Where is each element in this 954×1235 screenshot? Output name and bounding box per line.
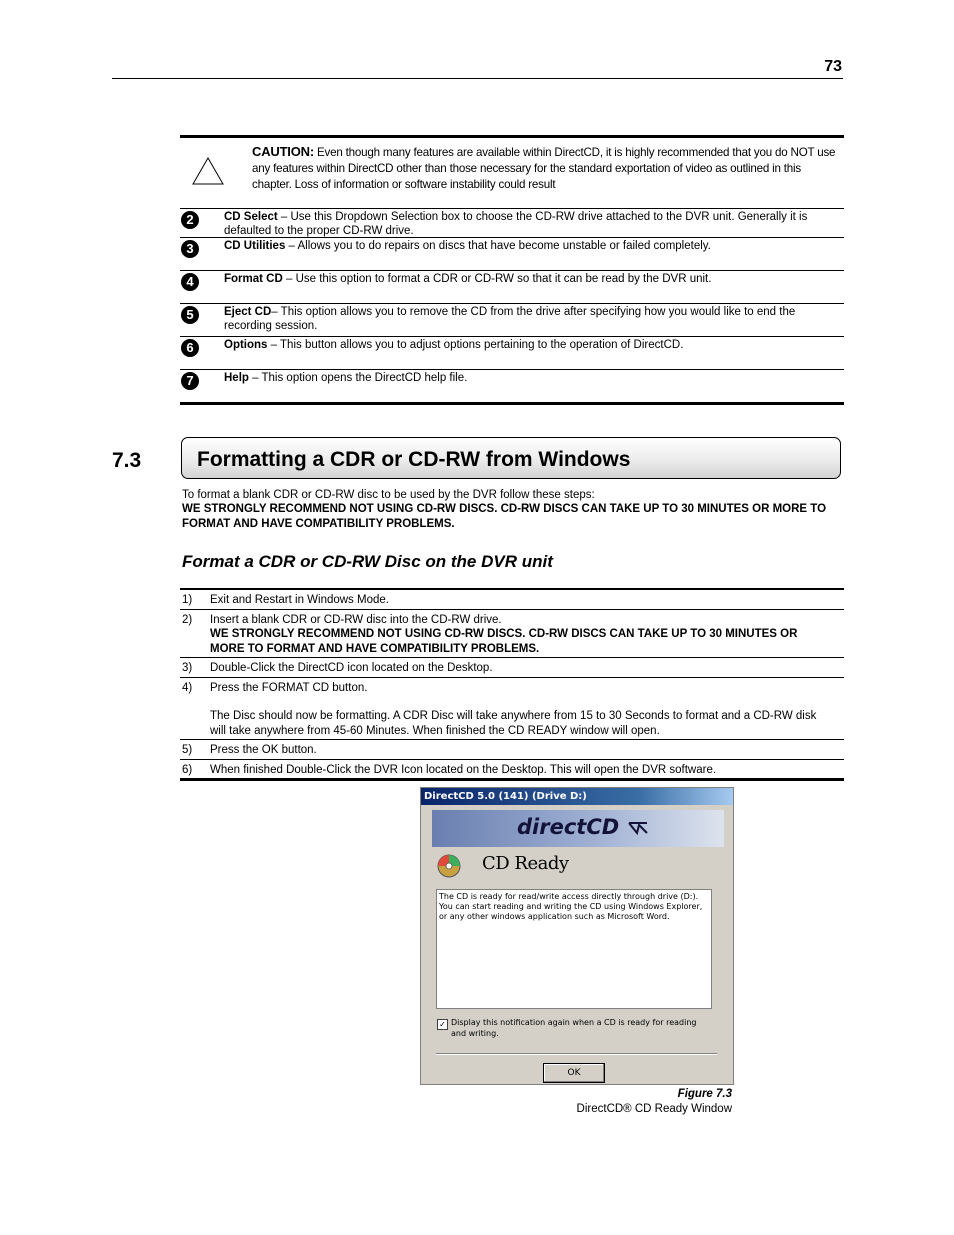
step-text: Exit and Restart in Windows Mode. <box>210 594 389 606</box>
banner-logo-text: directCD <box>517 815 620 839</box>
legend-row <box>180 271 844 304</box>
step-row <box>180 740 844 760</box>
step-text: Double-Click the DirectCD icon located on the Desktop. <box>210 662 493 674</box>
step-note: The Disc should now be formatting. A CDR Disc will take anywhere from 15 to 30 Seconds to format and a CD-RW disk will take anywhere from 45-60 Minutes. When finished the CD READY window will open. <box>210 710 817 737</box>
number-badge-icon: 7 <box>181 372 199 390</box>
number-badge-icon: 5 <box>181 306 199 324</box>
step-row <box>180 760 844 779</box>
step-text: Press the FORMAT CD button. <box>210 681 368 694</box>
step-row <box>180 610 844 659</box>
legend-row <box>180 337 844 370</box>
legend-desc: – Allows you to do repairs on discs that have become unstable or failed completely. <box>285 240 711 252</box>
number-badge-icon: 6 <box>181 339 199 357</box>
subheading: Format a CDR or CD-RW Disc on the DVR unit <box>182 552 553 571</box>
caution-row <box>180 138 844 209</box>
legend-term: Options <box>224 339 268 351</box>
directcd-window-screenshot <box>420 787 734 1085</box>
legend-row <box>180 304 844 337</box>
caution-legend-table <box>180 135 844 405</box>
legend-text <box>224 338 842 352</box>
caution-text <box>252 144 842 193</box>
step-content <box>210 681 830 739</box>
step-row <box>180 590 844 610</box>
section-heading-box <box>181 437 841 479</box>
page-number: 73 <box>824 58 842 75</box>
section-title: Formatting a CDR or CD-RW from Windows <box>197 448 631 471</box>
figure-label: Figure 7.3 <box>677 1088 732 1100</box>
legend-term: CD Utilities <box>224 240 286 252</box>
section-intro <box>182 488 842 531</box>
step-number: 5) <box>182 744 193 756</box>
step-row <box>180 658 844 678</box>
caution-body: Even though many features are available within DirectCD, it is highly recommended that you do NOT use any features within DirectCD other than those necessary for the standard exportation of video as outlined in this chapter. Loss of information or software instability could result <box>252 146 836 191</box>
step-number: 1) <box>182 594 193 606</box>
legend-desc: – This option opens the DirectCD help file. <box>248 372 468 384</box>
figure-caption: DirectCD® CD Ready Window <box>576 1103 732 1115</box>
directcd-logo-icon <box>627 821 649 835</box>
intro-warning: WE STRONGLY RECOMMEND NOT USING CD-RW DISCS. CD-RW DISCS CAN TAKE UP TO 30 MINUTES OR MORE TO FORMAT AND HAVE COMPATIBILITY PROBLEMS. <box>182 503 827 530</box>
header-rule <box>112 78 843 79</box>
steps-table <box>180 588 844 781</box>
legend-term: Help <box>224 372 249 384</box>
step-number: 2) <box>182 613 193 626</box>
legend-text <box>224 272 842 286</box>
message-textbox[interactable]: The CD is ready for read/write access directly through drive (D:). You can start reading and writing the CD using Windows Explorer, or any other windows application such as Microsoft Word. <box>436 889 712 1009</box>
legend-row <box>180 370 844 402</box>
legend-text <box>224 239 842 253</box>
legend-desc: – This button allows you to adjust options pertaining to the operation of DirectCD. <box>267 339 684 351</box>
section-number: 7.3 <box>112 449 142 472</box>
directcd-banner <box>432 810 724 847</box>
legend-text <box>224 210 842 238</box>
legend-text <box>224 305 842 333</box>
legend-term: Format CD <box>224 273 283 285</box>
number-badge-icon: 3 <box>181 240 199 258</box>
legend-row <box>180 238 844 271</box>
ok-button[interactable]: OK <box>543 1063 605 1083</box>
cd-disc-icon <box>437 854 461 878</box>
warning-triangle-icon <box>191 156 225 186</box>
legend-row <box>180 209 844 238</box>
legend-desc: – Use this option to format a CDR or CD-RW so that it can be read by the DVR unit. <box>282 273 712 285</box>
checkbox-label: Display this notification again when a CD is ready for reading and writing. <box>451 1018 697 1038</box>
step-number: 6) <box>182 763 193 776</box>
step-content <box>210 613 830 657</box>
number-badge-icon: 4 <box>181 273 199 291</box>
legend-desc: – This option allows you to remove the CD from the drive after specifying how you would like to end the recording session. <box>224 306 796 332</box>
legend-term: CD Select <box>224 211 278 223</box>
number-badge-icon: 2 <box>181 211 199 229</box>
intro-text: To format a blank CDR or CD-RW disc to be used by the DVR follow these steps: <box>182 489 595 501</box>
step-text: Insert a blank CDR or CD-RW disc into the CD-RW drive. <box>210 613 502 626</box>
caution-label: CAUTION: <box>252 144 314 159</box>
notification-checkbox[interactable]: ✓ <box>437 1019 448 1030</box>
legend-desc: – Use this Dropdown Selection box to choose the CD-RW drive attached to the DVR unit. Generally it is defaulted to the proper CD-RW drive. <box>224 211 808 237</box>
legend-text <box>224 371 842 385</box>
step-warning: WE STRONGLY RECOMMEND NOT USING CD-RW DISCS. CD-RW DISCS CAN TAKE UP TO 30 MINUTES OR MORE TO FORMAT AND HAVE COMPATIBILITY PROBLEMS. <box>210 628 798 655</box>
window-title-bar: DirectCD 5.0 (141) (Drive D:) <box>421 788 733 805</box>
step-text: Press the OK button. <box>210 744 317 756</box>
legend-term: Eject CD <box>224 306 272 318</box>
window-separator <box>436 1053 717 1055</box>
step-text: When finished Double-Click the DVR Icon located on the Desktop. This will open the DVR software. <box>210 763 717 776</box>
step-number: 3) <box>182 662 193 674</box>
step-row <box>180 678 844 741</box>
cd-ready-heading: CD Ready <box>482 853 569 874</box>
step-number: 4) <box>182 681 193 694</box>
